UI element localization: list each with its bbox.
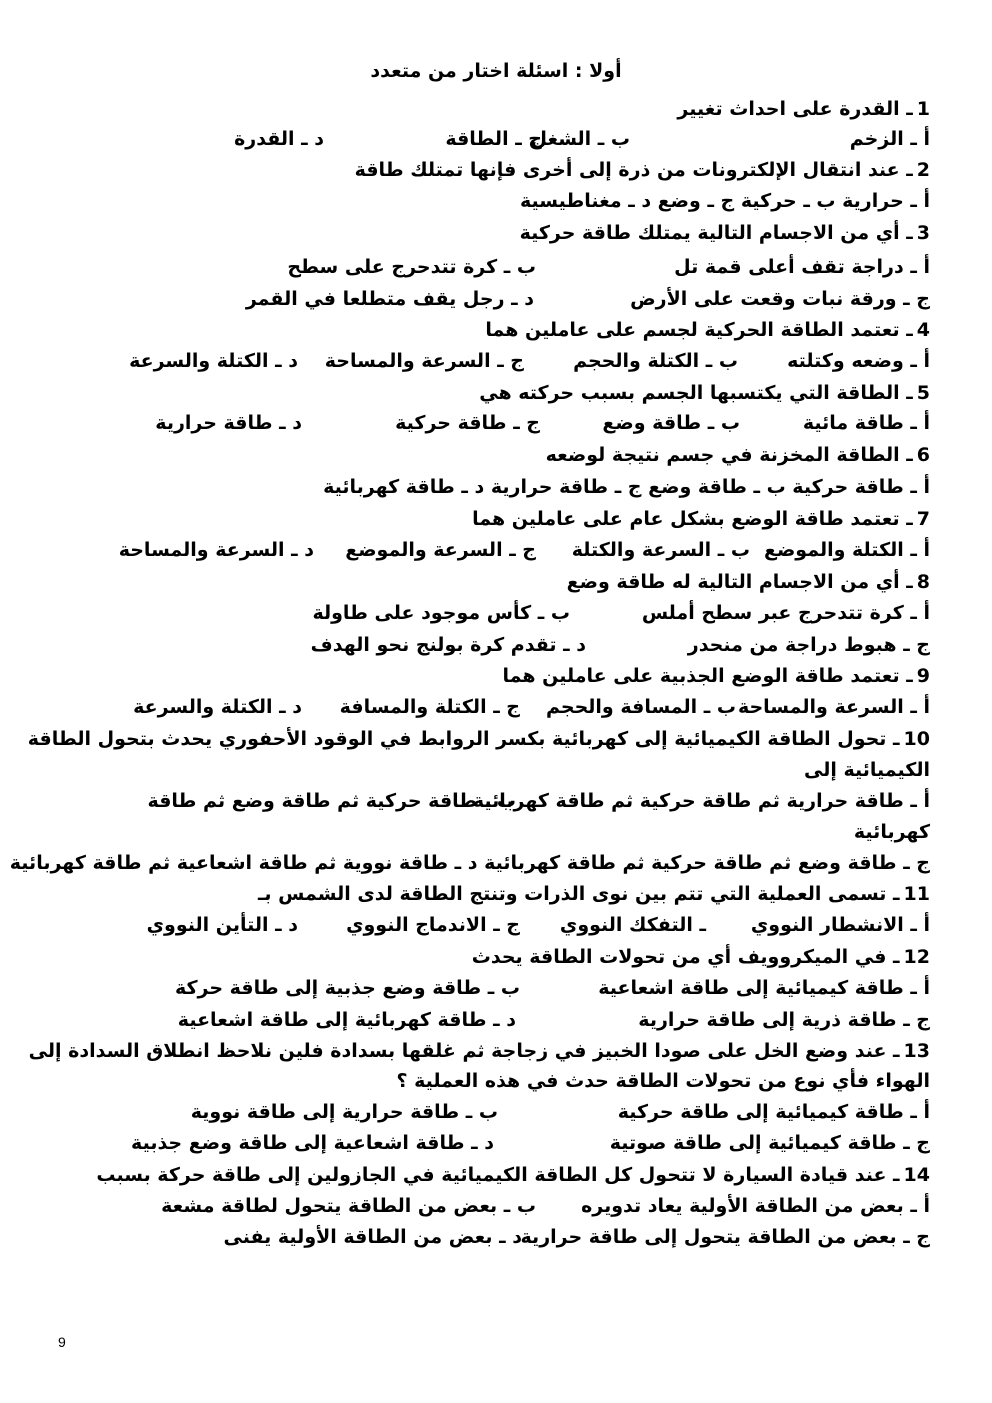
option: د ـ طاقة اشعاعية إلى طاقة وضع جذبية — [131, 1132, 494, 1154]
option: أ ـ طاقة حرارية ثم طاقة حركية ثم طاقة كهربائية — [472, 790, 930, 812]
option: أ ـ السرعة والمساحة — [737, 696, 930, 718]
option: ب ـ كأس موجود على طاولة — [312, 602, 570, 624]
option: أ ـ طاقة مائية — [802, 412, 930, 434]
option: أ ـ طاقة حركية ب ـ طاقة وضع ج ـ طاقة حرارية د ـ طاقة كهربائية — [323, 476, 930, 498]
question-3: 3ـ أي من الاجسام التالية يمتلك طاقة حركية — [519, 222, 930, 244]
option: د ـ بعض من الطاقة الأولية يفنى — [223, 1226, 522, 1248]
option: ج ـ السرعة والمساحة — [324, 350, 524, 372]
option: د ـ تقدم كرة بولنج نحو الهدف — [310, 634, 586, 656]
option: أ ـ حرارية ب ـ حركية ج ـ وضع د ـ مغناطيسية — [519, 190, 930, 212]
option: د ـ الكتلة والسرعة — [129, 350, 298, 372]
option: أ ـ بعض من الطاقة الأولية يعاد تدويره — [581, 1195, 930, 1217]
option: ب ـ طاقة حرارية إلى طاقة نووية — [190, 1101, 498, 1123]
question-11: 11ـ تسمى العملية التي تتم بين نوى الذرات وتنتج الطاقة لدى الشمس بـ — [257, 883, 930, 905]
question-13-continued: الهواء فأي نوع من تحولات الطاقة حدث في هذه العملية ؟ — [396, 1070, 930, 1092]
option: ج ـ هبوط دراجة من منحدر — [687, 634, 930, 656]
option: أ ـ وضعه وكتلته — [787, 350, 930, 372]
question-1: 1ـ القدرة على احداث تغيير — [677, 98, 930, 120]
question-12: 12ـ في الميكروويف أي من تحولات الطاقة يحدث — [471, 946, 930, 968]
option: ب ـ الشغل — [530, 128, 630, 150]
option: ج ـ ورقة نبات وقعت على الأرض — [630, 288, 930, 310]
option: د ـ طاقة حرارية — [155, 412, 302, 434]
option: أ ـ الانشطار النووي — [750, 914, 930, 936]
option: أ ـ طاقة كيميائية إلى طاقة حركية — [617, 1101, 930, 1123]
option: د ـ السرعة والمساحة — [118, 539, 314, 561]
question-8: 8ـ أي من الاجسام التالية له طاقة وضع — [566, 571, 930, 593]
option: ج ـ الطاقة — [445, 128, 542, 150]
option: أ ـ طاقة كيميائية إلى طاقة اشعاعية — [598, 977, 930, 999]
question-7: 7ـ تعتمد طاقة الوضع بشكل عام على عاملين هما — [472, 508, 930, 530]
option: ج ـ طاقة حركية — [395, 412, 540, 434]
option: ب ـ الكتلة والحجم — [573, 350, 738, 372]
option: أ ـ الكتلة والموضع — [763, 539, 930, 561]
option: ب ـ طاقة وضع جذبية إلى طاقة حركة — [174, 977, 520, 999]
option: ج ـ طاقة ذرية إلى طاقة حرارية — [638, 1009, 930, 1031]
question-4: 4ـ تعتمد الطاقة الحركية لجسم على عاملين هما — [485, 319, 930, 341]
option: ج ـ بعض من الطاقة يتحول إلى طاقة حرارية — [520, 1226, 930, 1248]
option-continued: كهربائية — [853, 821, 930, 843]
option: ج ـ الكتلة والمسافة — [339, 696, 520, 718]
option: ج ـ السرعة والموضع — [345, 539, 536, 561]
option: ب ـ السرعة والكتلة — [571, 539, 750, 561]
option: ج ـ طاقة وضع ثم طاقة حركية ثم طاقة كهربائية د ـ طاقة نووية ثم طاقة اشعاعية ثم طاقة كهربائية — [9, 852, 930, 874]
option: ب ـ بعض من الطاقة يتحول لطاقة مشعة — [161, 1195, 536, 1217]
option: د ـ القدرة — [234, 128, 324, 150]
option: ب ـ طاقة وضع — [602, 412, 740, 434]
question-6: 6ـ الطاقة المخزنة في جسم نتيجة لوضعه — [545, 444, 930, 466]
option: ـ التفكك النووي — [559, 914, 706, 936]
question-10-continued: الكيميائية إلى — [804, 759, 930, 781]
option: أ ـ الزخم — [849, 128, 930, 150]
question-5: 5ـ الطاقة التي يكتسبها الجسم بسبب حركته هي — [479, 382, 930, 404]
question-9: 9ـ تعتمد طاقة الوضع الجذبية على عاملين هما — [502, 665, 930, 687]
option: د ـ رجل يقف متطلعا في القمر — [245, 288, 534, 310]
option: ب ـ المسافة والحجم — [546, 696, 736, 718]
option: د ـ طاقة كهربائية إلى طاقة اشعاعية — [177, 1009, 516, 1031]
option: ب ـ كرة تتدحرج على سطح — [287, 256, 536, 278]
question-13: 13ـ عند وضع الخل على صودا الخبيز في زجاجة ثم غلقها بسدادة فلين نلاحظ انطلاق السدادة إلى — [28, 1040, 930, 1062]
option: أ ـ كرة تتدحرج عبر سطح أملس — [641, 602, 930, 624]
option: أ ـ دراجة تقف أعلى قمة تل — [674, 256, 930, 278]
question-10: 10ـ تحول الطاقة الكيميائية إلى كهربائية بكسر الروابط في الوقود الأحفوري يحدث بتحول الطاقة — [27, 728, 930, 750]
page-title: أولا : اسئلة اختار من متعدد — [370, 60, 622, 82]
option: ج ـ الاندماج النووي — [346, 914, 520, 936]
option: د ـ التأين النووي — [146, 914, 298, 936]
option: د ـ الكتلة والسرعة — [133, 696, 302, 718]
option: ب ـ طاقة حركية ثم طاقة وضع ثم طاقة — [147, 790, 516, 812]
question-2: 2ـ عند انتقال الإلكترونات من ذرة إلى أخرى فإنها تمتلك طاقة — [354, 159, 930, 181]
page-number: 9 — [58, 1334, 66, 1350]
option: ج ـ طاقة كيميائية إلى طاقة صوتية — [609, 1132, 930, 1154]
question-14: 14ـ عند قيادة السيارة لا تتحول كل الطاقة الكيميائية في الجازولين إلى طاقة حركة بسبب — [96, 1164, 930, 1186]
